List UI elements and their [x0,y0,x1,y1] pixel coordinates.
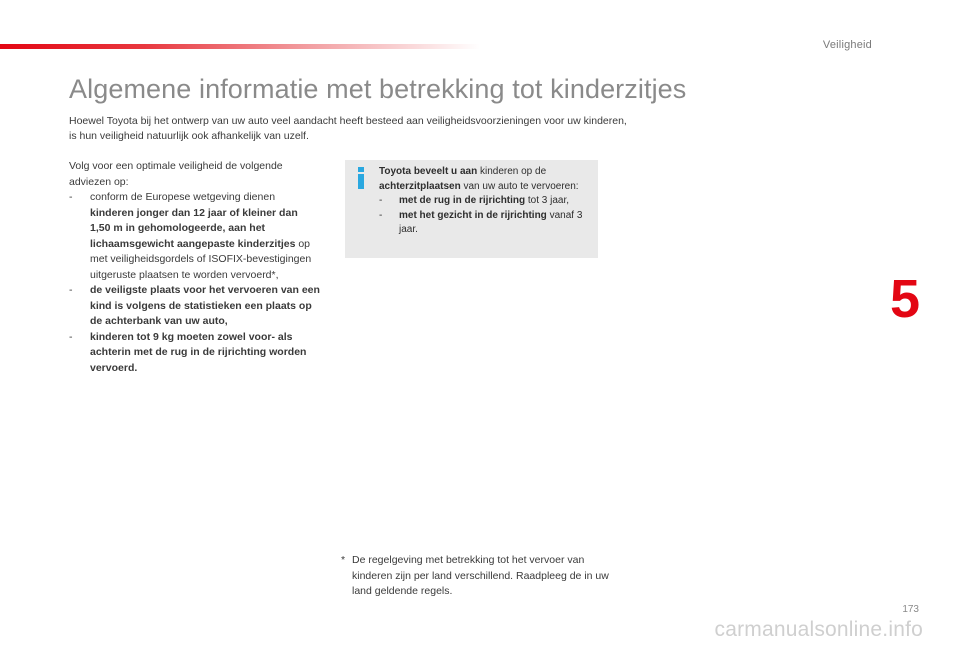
bullet-dash: - [379,195,383,206]
page-number: 173 [902,604,919,615]
footnote-text: De regelgeving met betrekking tot het vervoer van kinderen zijn per land verschillend. Raadpleeg de in uw land geldende regels. [352,554,609,597]
info-box [345,160,598,258]
advice-bullet-1-bold: kinderen jonger dan 12 jaar of kleiner dan 1,50 m in gehomologeerde, aan het lichaamsgewicht aangepaste kinderzitjes [90,206,298,250]
bullet-dash: - [379,209,383,221]
info-text [379,165,593,238]
footnote-marker: * [341,554,346,566]
advice-column [69,159,321,376]
info-bullet-1-rest: tot 3 jaar, [527,195,570,206]
info-line1-rest: kinderen op de [479,166,547,177]
bullet-dash: - [69,330,73,343]
info-bullet-2 [379,209,593,238]
advice-bullet-2 [69,283,321,330]
advice-bullet-3 [69,330,321,377]
footnote [341,553,611,600]
bullet-dash: - [69,191,73,203]
info-bullet-2-bold: met het gezicht in de rijrichting [399,209,547,221]
info-bullet-1-bold: met de rug in de rijrichting [399,195,526,206]
intro-text: Hoewel Toyota bij het ontwerp van uw auto veel aandacht heeft besteed aan veiligheidsvoorzieningen voor uw kinderen, is hun veiligheid natuurlijk ook afhankelijk van uzelf. [69,115,627,142]
info-icon [354,167,368,189]
info-line2-rest: van uw auto te vervoeren: [463,180,579,192]
advice-lead: Volg voor een optimale veiligheid de volgende adviezen op: [69,160,283,188]
info-bullet-2-rest: vanaf 3 jaar. [399,209,583,235]
page-title: Algemene informatie met betrekking tot kinderzitjes [69,74,687,104]
info-intro [379,165,593,194]
watermark: carmanualsonline.info [714,618,923,641]
advice-bullet-1-suffix: op met veiligheidsgordels of ISOFIX-bevestigingen uitgeruste plaatsen te worden vervoerd*, [90,237,312,281]
advice-bullet-3-bold: kinderen tot 9 kg moeten zowel voor- als achterin met de rug in de rijrichting worden vervoerd. [90,330,307,374]
advice-bullet-1-prefix: conform de Europese wetgeving dienen [90,191,276,203]
header-accent-bar [0,44,480,49]
section-label: Veiligheid [822,39,872,51]
info-line2-bold: achterzitplaatsen [379,180,461,192]
intro-paragraph [69,114,629,144]
chapter-number: 5 [890,269,921,329]
info-bullet-1 [379,194,593,209]
bullet-dash: - [69,284,73,296]
info-line1-bold: Toyota beveelt u aan [379,166,478,177]
advice-bullet-2-bold: de veiligste plaats voor het vervoeren van een kind is volgens de statistieken een plaats op de achterbank van uw auto, [90,284,320,327]
advice-bullet-1 [69,190,321,283]
